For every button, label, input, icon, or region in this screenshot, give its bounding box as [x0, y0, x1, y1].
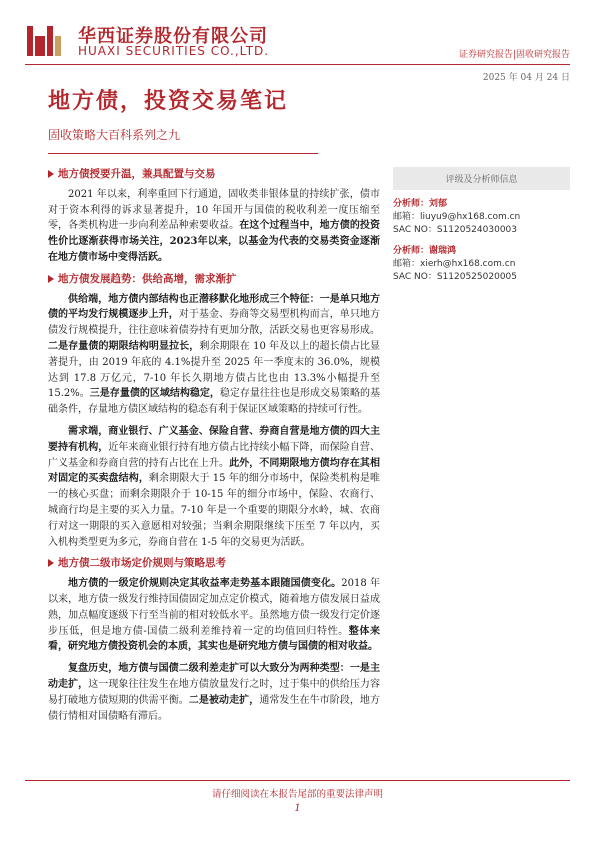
main-content: [48, 163, 380, 730]
analyst-name: 分析师：谢瑞鸿: [393, 246, 457, 256]
section-heading-1: 地方债授要升温，兼具配置与交易: [48, 167, 380, 183]
analyst-card: [393, 198, 570, 237]
analyst-sac: SAC NO：S1120525020005: [393, 272, 517, 282]
huaxi-logo-icon: [27, 24, 71, 58]
header-divider: [25, 64, 570, 65]
legal-disclaimer: 请仔细阅读在本报告尾部的重要法律声明: [211, 789, 383, 800]
report-title: 地方债，投资交易笔记: [48, 88, 289, 114]
arrow-icon: [48, 559, 54, 567]
brand-name-en: HUAXI SECURITIES CO.,LTD.: [78, 44, 270, 58]
analyst-sac: SAC NO：S1120524030003: [393, 225, 517, 235]
paragraph: 2021 年以来，利率重回下行通道，固收类非银体量的持续扩张，债市对于资本利得的诉求显著提升，10 年国开与国债的税收利差一度压缩至零，各类机构进一步向利差品种索要收益。在这个过程当中，地方债的投资性价比逐渐获得市场关注，2023年以来，以基金为代表的交易类资金逐渐在地方债市场中变得活跃。: [48, 188, 380, 263]
footer-divider: [25, 780, 570, 781]
subtitle-divider: [48, 153, 318, 154]
brand-name-cn: 华西证券股份有限公司: [78, 26, 268, 47]
analyst-card: [393, 245, 570, 284]
page-number: 1: [294, 803, 301, 814]
section-heading-2: 地方债发展趋势：供给高增，需求渐扩: [48, 272, 380, 288]
report-date: 2025 年 04 月 24 日: [482, 73, 570, 83]
report-type: 证券研究报告|固收研究报告: [458, 50, 570, 60]
report-subtitle: 固收策略大百科系列之九: [48, 128, 181, 142]
paragraph: 供给端，地方债内部结构也正潜移默化地形成三个特征：一是单只地方债的平均发行规模逐步上升，对于基金、券商等交易型机构而言，单只地方债发行规模提升，往往意味着债券持有更加分散，活跃交易也更容易形成。二是存量债的期限结构明显拉长，剩余期限在 10 年及以上的超长债占比显著提升，由 2019 年底的 4.1%提升至 2025 年一季度末的 36.0%，规模达到 17.8 万亿元，7-10 年长久期地方债占比也由 13.3%小幅提升至 15.2%。三是存量债的区域结构稳定，稳定存量往往也是形成交易策略的基础条件，存量地方债区域结构的稳态有利于保证区域策略的持续可行性。: [48, 293, 381, 416]
sidebar-header: 评级及分析师信息: [393, 167, 570, 190]
paragraph: 复盘历史，地方债与国债二级利差走扩可以大致分为两种类型：一是主动走扩，这一现象往往发生在地方债放量发行之时，过于集中的供给压力容易打破地方债短期的供需平衡。二是被动走扩，通常发生在牛市阶段，地方债行情相对国债略有滞后。: [48, 663, 380, 722]
arrow-icon: [48, 275, 54, 283]
arrow-icon: [48, 170, 54, 178]
analyst-sidebar: [393, 163, 570, 284]
paragraph: 需求端，商业银行、广义基金、保险自营、券商自营是地方债的四大主要持有机构，近年来商业银行持有地方债占比持续小幅下降，而保险自营、广义基金和券商自营的持有占比在上升。此外，不同期限地方债均存在其相对固定的买卖盘结构，剩余期限大于 15 年的细分市场中，保险类机构是唯一的核心买盘；而剩余期限介于 10-15 年的细分市场中，保险、农商行、城商行均是主要的买入力量。7-10 年是一个重要的期限分水岭，城、农商行对这一期限的买入意愿相对较强；当剩余期限继续下压至 7 年以内，买入机构类型更为多元，券商自营在 1-5 年的交易更为活跃。: [48, 425, 381, 548]
analyst-name: 分析师：刘郁: [393, 199, 448, 209]
analyst-email[interactable]: 邮箱：xierh@hx168.com.cn: [393, 259, 516, 269]
section-heading-3: 地方债二级市场定价规则与策略思考: [48, 556, 380, 572]
analyst-email[interactable]: 邮箱：liuyu9@hx168.com.cn: [393, 212, 521, 222]
paragraph: 地方债的一级定价规则决定其收益率走势基本跟随国债变化。2018 年以来，地方债一级发行维持国债固定加点定价模式，随着地方债发展日益成熟，加点幅度逐级下行至当前的相对较低水平。虽然地方债一级发行定价逐步压低，但是地方债-国债二级利差维持着一定的均值回归特性。整体来看，研究地方债投资机会的本质，其实也是研究地方债与国债的相对收益。: [48, 578, 380, 653]
